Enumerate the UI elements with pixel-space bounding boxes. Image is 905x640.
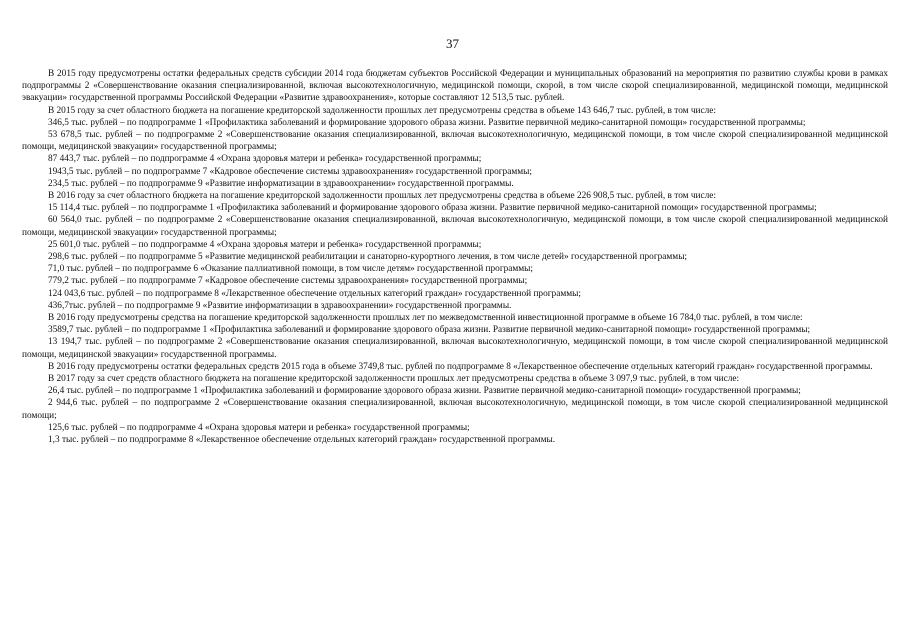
paragraph: 2 944,6 тыс. рублей – по подпрограмме 2 «Совершенствование оказания специализированной, включая высокотехнологичную, медицинской помощи, в том числе скорой специализированной медицинской помощи; [22, 398, 888, 421]
paragraph: 25 601,0 тыс. рублей – по подпрограмме 4 «Охрана здоровья матери и ребенка» государственной программы; [48, 239, 482, 250]
paragraph: 234,5 тыс. рублей – по подпрограмме 9 «Развитие информатизации в здравоохранении» государственной программы. [48, 178, 514, 189]
paragraph: 298,6 тыс. рублей – по подпрограмме 5 «Развитие медицинской реабилитации и санаторно-курортного лечения, в том числе детей» государственной программы; [48, 252, 688, 263]
paragraph: 779,2 тыс. рублей – по подпрограмме 7 «Кадровое обеспечение системы здравоохранения» государственной программы; [48, 276, 528, 287]
paragraph: 1,3 тыс. рублей – по подпрограмме 8 «Лекарственное обеспечение отдельных категорий граждан» государственной программы. [48, 435, 556, 446]
paragraph: В 2017 году за счет средств областного бюджета на погашение кредиторской задолженности прошлых лет предусмотрены средства в объеме 3 097,9 тыс. рублей, в том числе: [48, 374, 740, 385]
paragraph: 436,7тыс. рублей – по подпрограмме 9 «Развитие информатизации в здравоохранении» государственной программы. [48, 300, 512, 311]
paragraph: 3589,7 тыс. рублей – по подпрограмме 1 «Профилактика заболеваний и формирование здорового образа жизни. Развитие первичной медико-санитарной помощи» государственной программы; [48, 325, 811, 336]
paragraph: В 2015 году предусмотрены остатки федеральных средств субсидии 2014 года бюджетам субъектов Российской Федерации и муниципальных образований на мероприятия по развитию службы крови в рамках подпрограммы 2 «Совершенствование оказания специализированной, включая высокотехнологичную, медицинской помощи, скорой, в том числе скорой специализированной, медицинской помощи, медицинской эвакуации» государственной программы Российской Федерации «Развитие здравоохранения», которые составляют 12 513,5 тыс. рублей. [22, 69, 888, 104]
paragraph: В 2016 году предусмотрены остатки федеральных средств 2015 года в объеме 3749,8 тыс. рублей по подпрограмме 8 «Лекарственное обеспечение отдельных категорий граждан» государственной программы. [48, 361, 873, 372]
paragraph: 124 043,6 тыс. рублей – по подпрограмме 8 «Лекарственное обеспечение отдельных категорий граждан» государственной программы; [48, 288, 581, 299]
paragraph: В 2016 году за счет областного бюджета на погашение кредиторской задолженности прошлых лет предусмотрены средства в объеме 226 908,5 тыс. рублей, в том числе: [48, 191, 716, 202]
paragraph: 87 443,7 тыс. рублей – по подпрограмме 4 «Охрана здоровья матери и ребенка» государственной программы; [48, 154, 482, 165]
paragraph: 71,0 тыс. рублей – по подпрограмме 6 «Оказание паллиативной помощи, в том числе детям» государственной программы; [48, 264, 534, 275]
paragraph: 125,6 тыс. рублей – по подпрограмме 4 «Охрана здоровья матери и ребенка» государственной программы; [48, 422, 470, 433]
paragraph: В 2015 году за счет областного бюджета на погашение кредиторской задолженности прошлых лет предусмотрены средства в объеме 143 646,7 тыс. рублей, в том числе: [48, 105, 716, 116]
page-number: 37 [446, 36, 459, 51]
paragraph: В 2016 году предусмотрены средства на погашение кредиторской задолженности прошлых лет по межведомственной инвестиционной программе в объеме 16 784,0 тыс. рублей, в том числе: [48, 313, 803, 324]
paragraph: 13 194,7 тыс. рублей – по подпрограмме 2 «Совершенствование оказания специализированной, включая высокотехнологичную, медицинской помощи, в том числе скорой специализированной медицинской помощи, медицинской эвакуации» государственной программы. [22, 337, 888, 360]
paragraph: 26,4 тыс. рублей – по подпрограмме 1 «Профилактика заболеваний и формирование здорового образа жизни. Развитие первичной медико-санитарной помощи» государственной программы; [48, 386, 801, 397]
document-body [22, 68, 888, 446]
paragraph: 1943,5 тыс. рублей – по подпрограмме 7 «Кадровое обеспечение системы здравоохранения» государственной программы; [48, 166, 532, 177]
paragraph: 53 678,5 тыс. рублей – по подпрограмме 2 «Совершенствование оказания специализированной, включая высокотехнологичную, медицинской помощи, в том числе скорой специализированной медицинской помощи, медицинской эвакуации» государственной программы; [22, 130, 888, 153]
paragraph: 15 114,4 тыс. рублей – по подпрограмме 1 «Профилактика заболеваний и формирование здорового образа жизни. Развитие первичной медико-санитарной помощи» государственной программы; [48, 203, 817, 214]
paragraph: 60 564,0 тыс. рублей – по подпрограмме 2 «Совершенствование оказания специализированной, включая высокотехнологичную, медицинской помощи, в том числе скорой специализированной медицинской помощи, медицинской эвакуации» государственной программы; [22, 215, 888, 238]
paragraph: 346,5 тыс. рублей – по подпрограмме 1 «Профилактика заболеваний и формирование здорового образа жизни. Развитие первичной медико-санитарной помощи» государственной программы; [48, 117, 806, 128]
